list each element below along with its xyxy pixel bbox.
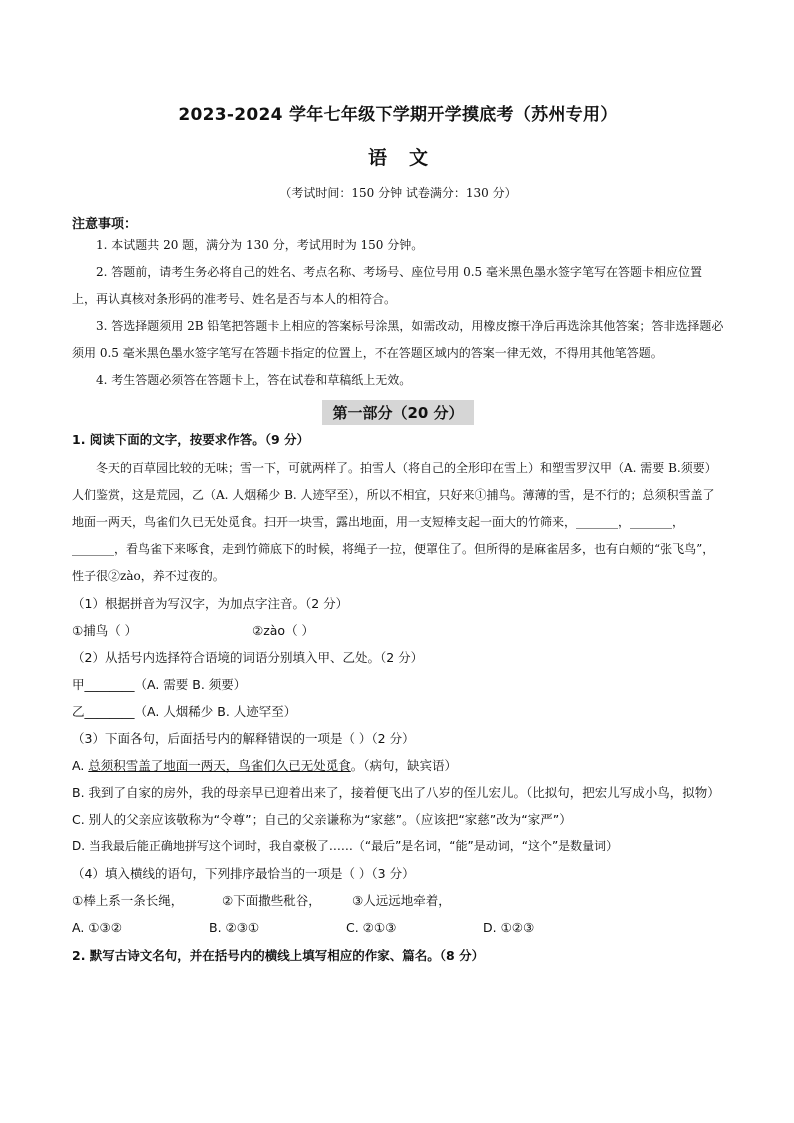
notice-item-1: 1. 本试题共 20 题，满分为 130 分，考试用时为 150 分钟。 [96, 238, 424, 252]
question-1-passage: 冬天的百草园比较的无味；雪一下，可就两样了。拍雪人（将自己的全形印在雪上）和塑雪罗汉甲（A. 需要 B.须要）人们鉴赏，这是荒园，乙（A. 人烟稀少 B. 人迹罕至），所以不相宜，只好来①捕鸟。薄薄的雪，是不行的；总须积雪盖了地面一两天，鸟雀们久已无处觅食。扫开一块雪，露出地面，用一支短棒支起一面大的竹筛来，_______，_______，_______，看鸟雀下来啄食，走到竹筛底下的时候，将绳子一拉，便罩住了。但所得的是麻雀居多，也有白颊的“张飞鸟”，性子很②zào，养不过夜的。 [72, 461, 717, 583]
sub-4-option-b: B. ②③① [209, 920, 260, 935]
sub-4-option-a: A. ①③② [72, 920, 122, 935]
notice-item-2: 2. 答题前，请考生务必将自己的姓名、考点名称、考场号、座位号用 0.5 毫米黑色墨水签字笔写在答题卡相应位置上，再认真核对条形码的准考号、姓名是否与本人的相符合。 [72, 265, 702, 306]
exam-info: （考试时间：150 分钟 试卷满分：130 分） [279, 186, 517, 200]
sub-1-blanks [72, 617, 724, 644]
sub-3-option-c: C. 别人的父亲应该敬称为“令尊”；自己的父亲谦称为“家慈”。（应该把“家慈”改为“家严”） [72, 812, 572, 827]
sub-3-option-a [72, 752, 724, 779]
exam-title: 2023-2024 学年七年级下学期开学摸底考（苏州专用） [178, 105, 618, 125]
option-a-label: A. [72, 758, 89, 773]
part-one-header [72, 400, 724, 425]
question-2-heading: 2. 默写古诗文名句，并在括号内的横线上填写相应的作家、篇名。（8 分） [72, 948, 485, 963]
sub-1-stem: （1）根据拼音为写汉字，为加点字注音。（2 分） [72, 596, 349, 611]
notice-item-3: 3. 答选择题须用 2B 铅笔把答题卡上相应的答案标号涂黑，如需改动，用橡皮擦干净后再选涂其他答案；答非选择题必须用 0.5 毫米黑色墨水签字笔写在答题卡指定的位置上，不在答题区域内的答案一律无效，不得用其他笔答题。 [72, 319, 724, 360]
sub-2-jia: 甲________（A. 需要 B. 须要） [72, 677, 247, 692]
notice-item-4: 4. 考生答题必须答在答题卡上，答在试卷和草稿纸上无效。 [96, 373, 412, 387]
sub-4-options [72, 914, 724, 941]
sub-3-option-d: D. 当我最后能正确地拼写这个词时，我自豪极了……（“最后”是名词，“能”是动词，“这个”是数量词） [72, 839, 619, 853]
exam-page [72, 92, 724, 971]
sub-3-stem: （3）下面各句，后面括号内的解释错误的一项是（ ）（2 分） [72, 731, 415, 746]
sub-1-blank-a: ①捕鸟（ ） [72, 623, 138, 638]
option-a-underlined-text: 总须积雪盖了地面一两天，鸟雀们久已无处觅食 [88, 758, 351, 773]
question-1-heading: 1. 阅读下面的文字，按要求作答。（9 分） [72, 432, 310, 447]
sub-4-items [72, 887, 724, 914]
notice-heading: 注意事项： [72, 217, 138, 232]
sub-4-option-d: D. ①②③ [483, 920, 535, 935]
sub-4-item-3: ③人远远地牵着， [352, 893, 451, 908]
sub-1-blank-b: ②zào（ ） [252, 623, 315, 638]
sub-4-option-c: C. ②①③ [346, 920, 397, 935]
sub-2-yi: 乙________（A. 人烟稀少 B. 人迹罕至） [72, 704, 297, 719]
part-one-label: 第一部分（20 分） [322, 400, 473, 425]
sub-4-item-1: ①棒上系一条长绳， [72, 893, 184, 908]
sub-4-stem: （4）填入横线的语句，下列排序最恰当的一项是（ ）（3 分） [72, 866, 415, 881]
option-a-tail: 。（病句，缺宾语） [350, 758, 458, 773]
sub-3-option-b: B. 我到了自家的房外，我的母亲早已迎着出来了，接着便飞出了八岁的侄儿宏儿。（比拟句，把宏儿写成小鸟，拟物） [72, 785, 720, 800]
subject-title: 语文 [367, 147, 450, 169]
sub-4-item-2: ②下面撒些秕谷， [222, 893, 321, 908]
sub-2-stem: （2）从括号内选择符合语境的词语分别填入甲、乙处。（2 分） [72, 650, 424, 665]
